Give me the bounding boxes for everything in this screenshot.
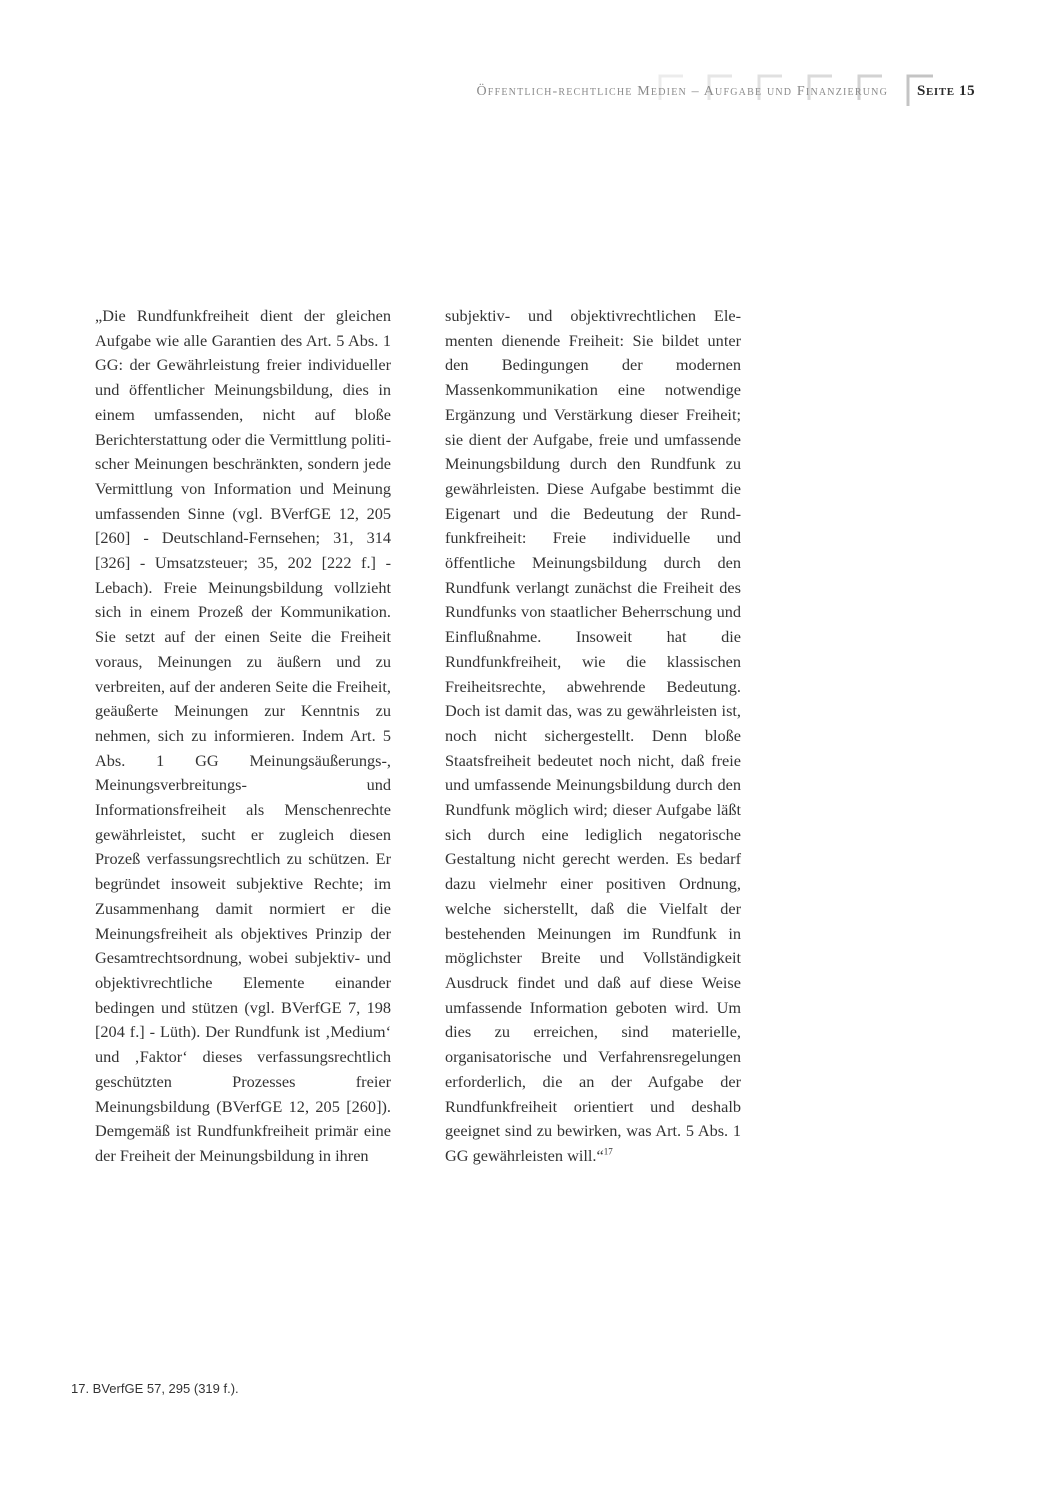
running-header-title: Öffentlich-rechtliche Medien – Aufgabe und Finanzierung [476, 84, 888, 99]
page-number: Seite 15 [917, 83, 976, 99]
footnote: 17. BVerfGE 57, 295 (319 f.). [71, 1381, 239, 1396]
header-corner-decoration [0, 36, 1050, 116]
left-column-text: „Die Rundfunkfreiheit dient der gleichen Aufgabe wie alle Garantien des Art. 5 Abs. 1 GG: der Gewährleistung freier individueller und öffentlicher Meinungsbildung, dies in einem umfassenden, nicht auf bloße Berichterstattung oder die Vermittlung politischer Meinungen beschränkten, sondern jede Vermittlung von Information und Meinung umfassenden Sinne (vgl. BVerfGE 12, 205 [260] - Deutschland-Fernsehen; 31, 314 [326] - Umsatzsteuer; 35, 202 [222 f.] - Lebach). Freie Meinungsbildung vollzieht sich in einem Prozeß der Kommunikation. Sie setzt auf der einen Seite die Freiheit voraus, Meinungen zu äußern und zu verbreiten, auf der anderen Seite die Freiheit, geäußerte Meinungen zur Kenntnis zu nehmen, sich zu informieren. Indem Art. 5 Abs. 1 GG Meinungsäußerungs-, Meinungsverbreitungs- und Informationsfreiheit als Menschenrechte gewährleistet, sucht er zugleich diesen Prozeß verfassungsrechtlich zu schützen. Er begründet insoweit subjektive Rechte; im Zusammenhang damit normiert er die Meinungsfreiheit als objektives Prinzip der Gesamtrechtsordnung, wobei subjektiv- und objektivrechtliche Elemente einander bedingen und stützen (vgl. BVerfGE 7, 198 [204 f.] - Lüth). Der Rundfunk ist ‚Medium‘ und ‚Faktor‘ dieses verfassungsrechtlich geschützten Prozesses freier Meinungsbildung (BVerfGE 12, 205 [260]). Demgemäß ist Rundfunkfreiheit primär eine der Freiheit der Meinungsbildung in ihren [95, 306, 391, 1165]
footnote-reference: 17 [603, 1146, 613, 1157]
text-column-right [445, 304, 741, 1169]
text-column-left [95, 304, 391, 1169]
right-column-text: subjektiv- und objektivrechtlichen Elementen dienende Freiheit: Sie bildet unter den Bedingungen der modernen Massenkommunikation eine notwendige Ergänzung und Verstärkung dieser Freiheit; sie dient der Aufgabe, freie und umfassende Meinungsbildung durch den Rundfunk zu gewährleisten. Diese Aufgabe bestimmt die Eigenart und die Bedeutung der Rundfunkfreiheit: Freie individuelle und öffentliche Meinungsbildung durch den Rundfunk verlangt zunächst die Freiheit des Rundfunks von staatlicher Beherrschung und Einflußnahme. Insoweit hat die Rundfunkfreiheit, wie die klassischen Freiheitsrechte, abwehrende Bedeutung. Doch ist damit das, was zu gewährleisten ist, noch nicht sichergestellt. Denn bloße Staatsfreiheit bedeutet noch nicht, daß freie und umfassende Meinungsbildung durch den Rundfunk möglich wird; dieser Aufgabe läßt sich durch eine lediglich negatorische Gestaltung nicht gerecht werden. Es bedarf dazu vielmehr einer positiven Ordnung, welche sicherstellt, daß die Vielfalt der bestehenden Meinungen im Rundfunk in möglichster Breite und Vollständigkeit Ausdruck findet und daß auf diese Weise umfassende Information geboten wird. Um dies zu erreichen, sind materielle, organisatorische und Verfahrensregelungen erforderlich, die an der Aufgabe der Rundfunkfreiheit orientiert und deshalb geeignet sind zu bewirken, was Art. 5 Abs. 1 GG gewährleisten will.“ [445, 306, 741, 1165]
